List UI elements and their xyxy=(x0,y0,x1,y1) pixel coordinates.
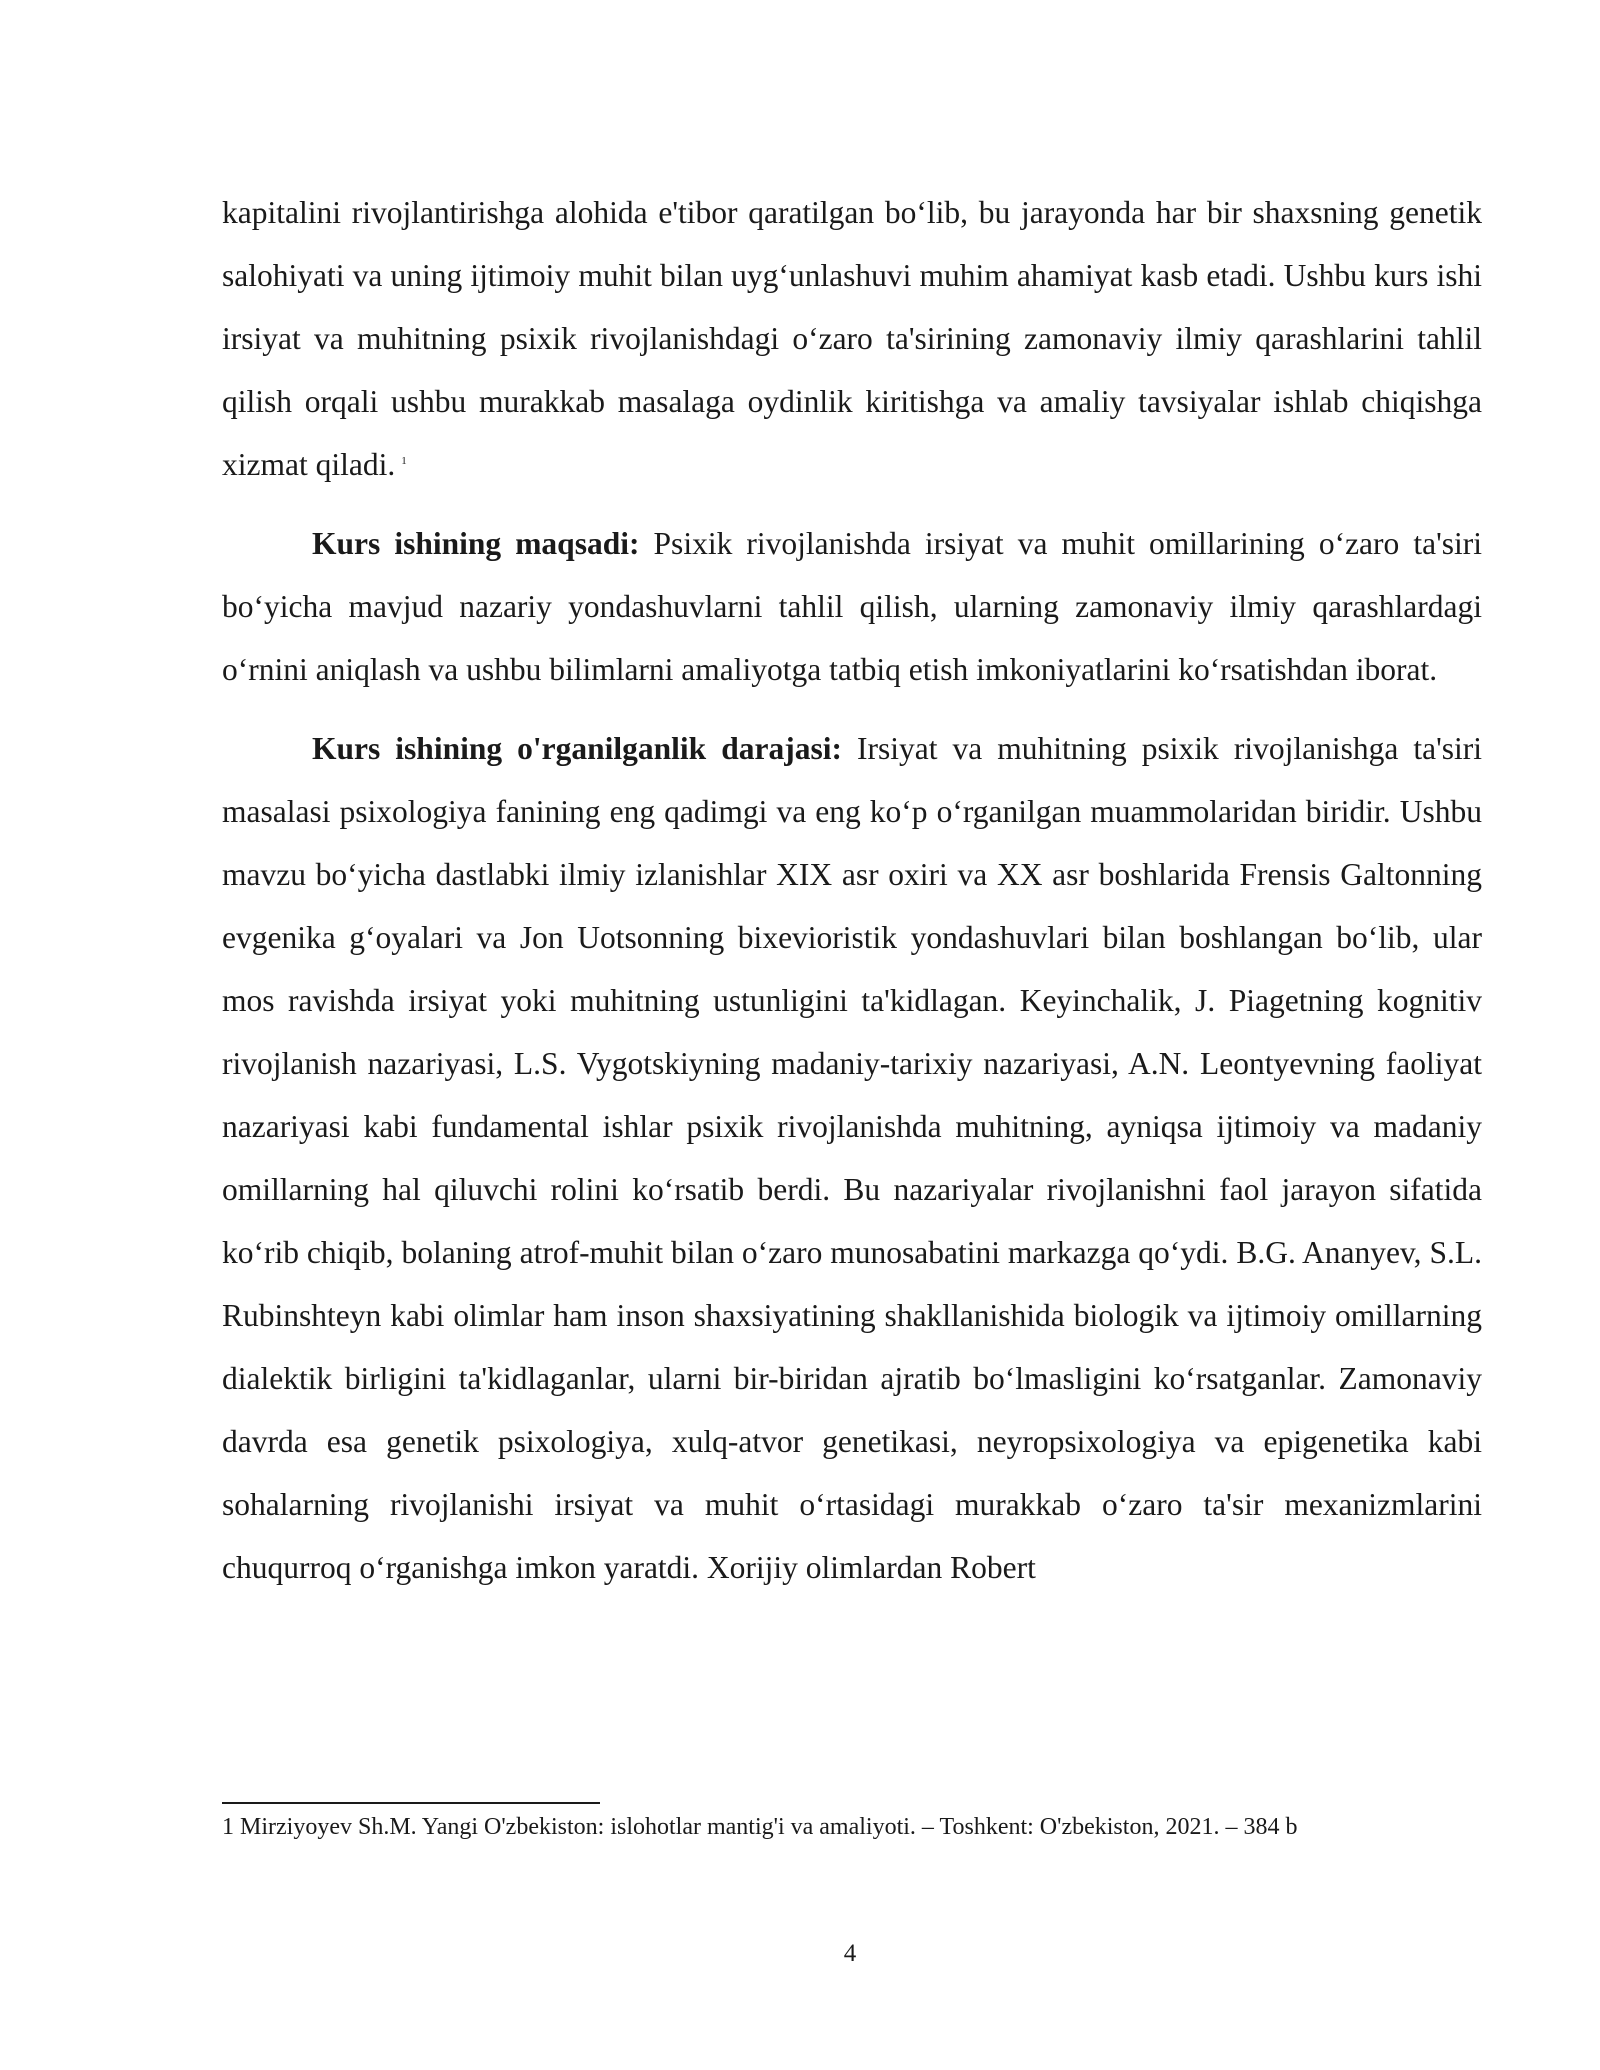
intro-text: kapitalini rivojlantirishga alohida e'tibor qaratilgan bo‘lib, bu jarayonda har bir shaxsning genetik salohiyati va uning ijtimoiy muhit bilan uyg‘unlashuvi muhim ahamiyat kasb etadi. Ushbu kurs ishi irsiyat va muhitning psixik rivojlanishdagi o‘zaro ta'sirining zamonaviy ilmiy qarashlarini tahlil qilish orqali ushbu murakkab masalaga oydinlik kiritishga va amaliy tavsiyalar ishlab chiqishga xizmat qiladi. xyxy=(222,195,1482,482)
body-text xyxy=(222,181,1482,1615)
intro-paragraph xyxy=(222,181,1482,496)
page-number: 4 xyxy=(843,1940,857,1967)
study-level-text: Irsiyat va muhitning psixik rivojlanishga ta'siri masalasi psixologiya fanining eng qadimgi va eng ko‘p o‘rganilgan muammolaridan biridir. Ushbu mavzu bo‘yicha dastlabki ilmiy izlanishlar XIX asr oxiri va XX asr boshlarida Frensis Galtonning evgenika g‘oyalari va Jon Uotsonning bixevioristik yondashuvlari bilan boshlangan bo‘lib, ular mos ravishda irsiyat yoki muhitning ustunligini ta'kidlagan. Keyinchalik, J. Piagetning kognitiv rivojlanish nazariyasi, L.S. Vygotskiyning madaniy-tarixiy nazariyasi, A.N. Leontyevning faoliyat nazariyasi kabi fundamental ishlar psixik rivojlanishda muhitning, ayniqsa ijtimoiy va madaniy omillarning hal qiluvchi rolini ko‘rsatib berdi. Bu nazariyalar rivojlanishni faol jarayon sifatida ko‘rib chiqib, bolaning atrof-muhit bilan o‘zaro munosabatini markazga qo‘ydi. B.G. Ananyev, S.L. Rubinshteyn kabi olimlar ham inson shaxsiyatining shakllanishida biologik va ijtimoiy omillarning dialektik birligini ta'kidlaganlar, ularni bir-biridan ajratib bo‘lmasligini ko‘rsatganlar. Zamonaviy davrda esa genetik psixologiya, xulq-atvor genetikasi, neyropsixologiya va epigenetika kabi sohalarning rivojlanishi irsiyat va muhit o‘rtasidagi murakkab o‘zaro ta'sir mexanizmlarini chuqurroq o‘rganishga imkon yaratdi. Xorijiy olimlardan Robert xyxy=(222,731,1482,1585)
study-level-paragraph xyxy=(222,717,1482,1599)
footnote-reference: 1 xyxy=(401,454,407,467)
study-level-heading: Kurs ishining o'rganilganlik darajasi: xyxy=(312,731,842,766)
purpose-heading: Kurs ishining maqsadi: xyxy=(312,526,640,561)
footnote: 1 Mirziyoyev Sh.M. Yangi O'zbekiston: islohotlar mantig'i va amaliyoti. – Toshkent: O'zbekiston, 2021. – 384 b xyxy=(222,1814,1298,1840)
footnote-separator xyxy=(222,1802,600,1804)
purpose-paragraph xyxy=(222,512,1482,701)
purpose-text: Psixik rivojlanishda irsiyat va muhit omillarining o‘zaro ta'siri bo‘yicha mavjud nazariy yondashuvlarni tahlil qilish, ularning zamonaviy ilmiy qarashlardagi o‘rnini aniqlash va ushbu bilimlarni amaliyotga tatbiq etish imkoniyatlarini ko‘rsatishdan iborat. xyxy=(222,526,1482,687)
